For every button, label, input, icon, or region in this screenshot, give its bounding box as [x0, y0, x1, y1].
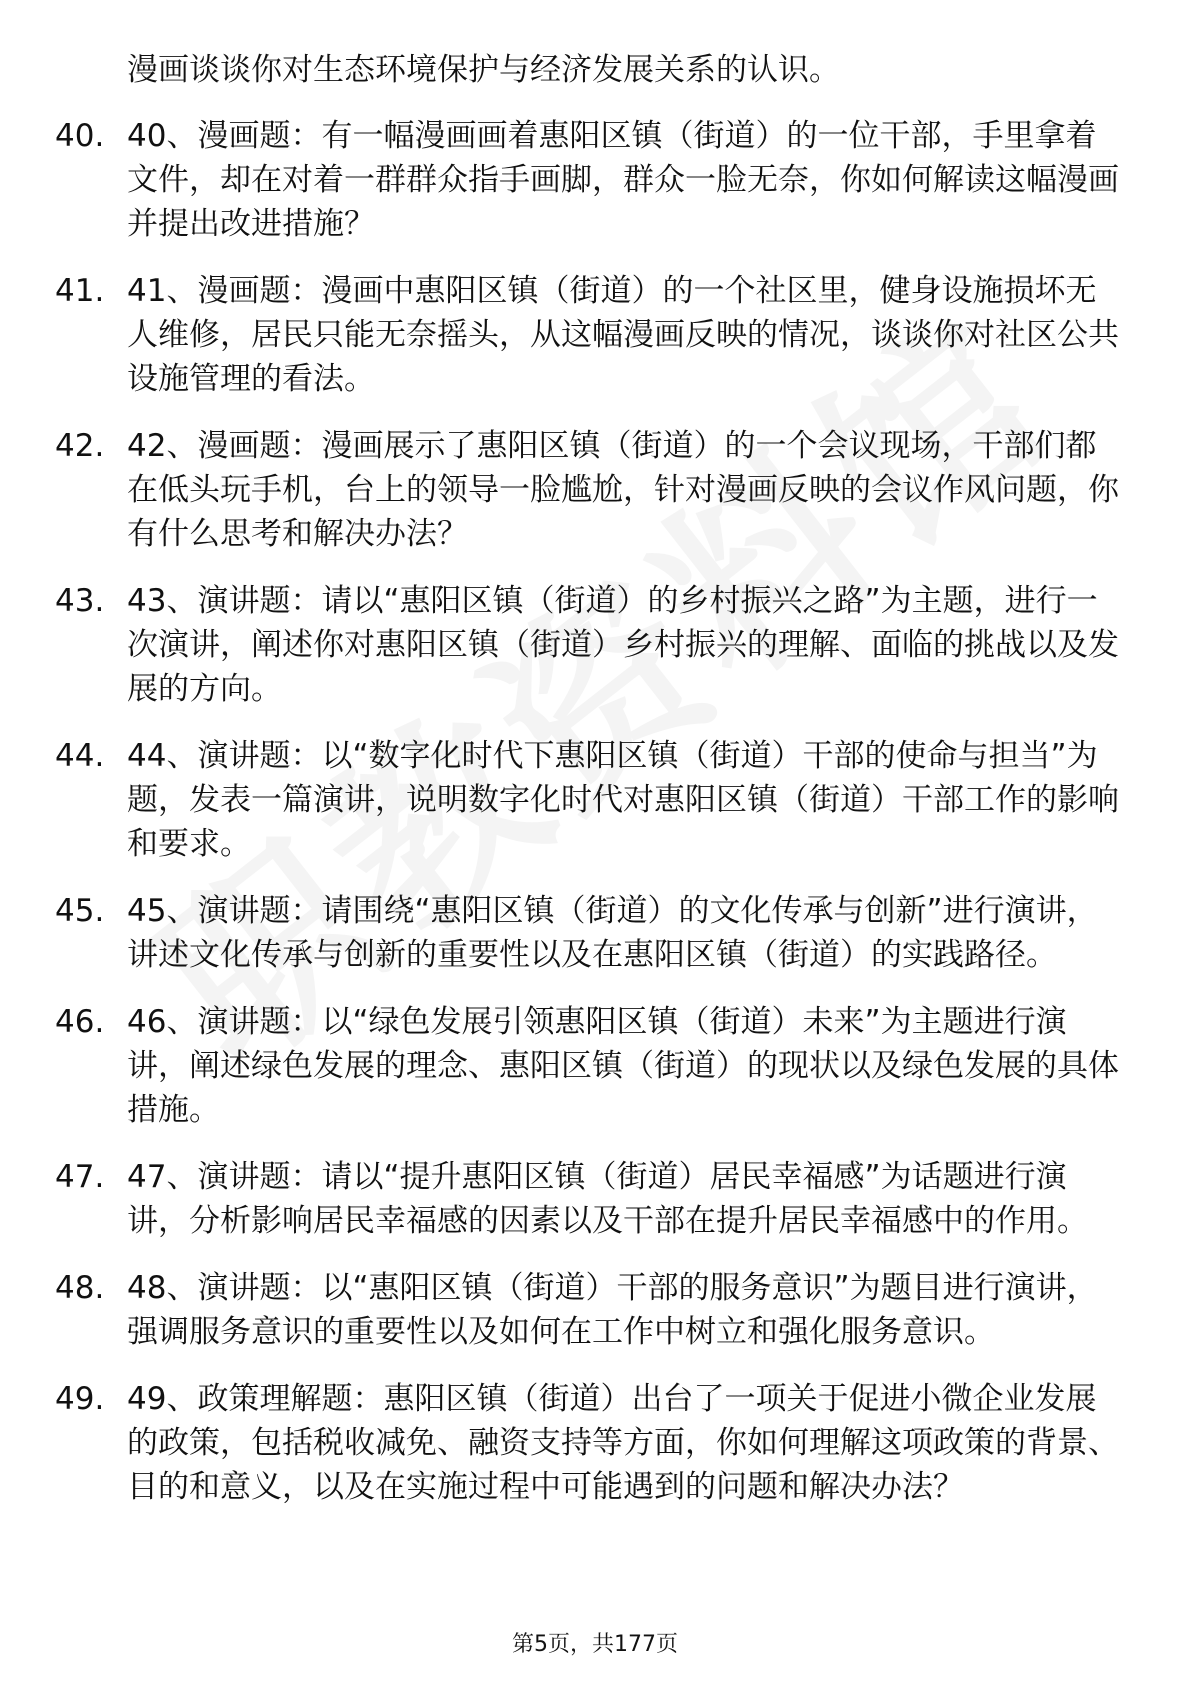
- question-number: 48.: [55, 1270, 105, 1306]
- question-number: 42.: [55, 428, 105, 464]
- question-text: 46、演讲题：以“绿色发展引领惠阳区镇（街道）未来”为主题进行演讲，阐述绿色发展的理念、惠阳区镇（街道）的现状以及绿色发展的具体措施。: [127, 1004, 1119, 1128]
- list-item: [0, 734, 1190, 866]
- question-number: 44.: [55, 738, 105, 774]
- list-item: [0, 424, 1190, 556]
- list-item: [0, 579, 1190, 711]
- question-number: 45.: [55, 893, 105, 929]
- question-number: 47.: [55, 1159, 105, 1195]
- page-footer: 第5页，共177页: [512, 1632, 678, 1657]
- question-text: 48、演讲题：以“惠阳区镇（街道）干部的服务意识”为题目进行演讲，强调服务意识的重要性以及如何在工作中树立和强化服务意识。: [127, 1270, 1098, 1350]
- question-list: [0, 114, 1190, 1532]
- list-item: [0, 1155, 1190, 1243]
- list-item: [0, 269, 1190, 401]
- question-number: 40.: [55, 118, 105, 154]
- list-item: [0, 889, 1190, 977]
- question-number: 46.: [55, 1004, 105, 1040]
- question-number: 49.: [55, 1381, 105, 1417]
- question-text: 47、演讲题：请以“提升惠阳区镇（街道）居民幸福感”为话题进行演讲，分析影响居民幸福感的因素以及干部在提升居民幸福感中的作用。: [127, 1159, 1088, 1239]
- list-item: [0, 1266, 1190, 1354]
- question-text: 43、演讲题：请以“惠阳区镇（街道）的乡村振兴之路”为主题，进行一次演讲，阐述你对惠阳区镇（街道）乡村振兴的理解、面临的挑战以及发展的方向。: [127, 583, 1119, 707]
- question-number: 41.: [55, 273, 105, 309]
- question-text: 49、政策理解题：惠阳区镇（街道）出台了一项关于促进小微企业发展的政策，包括税收减免、融资支持等方面，你如何理解这项政策的背景、目的和意义，以及在实施过程中可能遇到的问题和解决办法？: [127, 1381, 1119, 1505]
- question-text: 44、演讲题：以“数字化时代下惠阳区镇（街道）干部的使命与担当”为题，发表一篇演讲，说明数字化时代对惠阳区镇（街道）干部工作的影响和要求。: [127, 738, 1119, 862]
- list-item: [0, 1377, 1190, 1509]
- list-item: [0, 114, 1190, 246]
- lead-text: 漫画谈谈你对生态环境保护与经济发展关系的认识。: [127, 52, 840, 88]
- list-item: [0, 1000, 1190, 1132]
- question-text: 41、漫画题：漫画中惠阳区镇（街道）的一个社区里，健身设施损坏无人维修，居民只能无奈摇头，从这幅漫画反映的情况，谈谈你对社区公共设施管理的看法。: [127, 273, 1119, 397]
- question-number: 43.: [55, 583, 105, 619]
- question-text: 45、演讲题：请围绕“惠阳区镇（街道）的文化传承与创新”进行演讲，讲述文化传承与创新的重要性以及在惠阳区镇（街道）的实践路径。: [127, 893, 1098, 973]
- question-text: 40、漫画题：有一幅漫画画着惠阳区镇（街道）的一位干部，手里拿着文件，却在对着一群群众指手画脚，群众一脸无奈，你如何解读这幅漫画并提出改进措施？: [127, 118, 1119, 242]
- question-text: 42、漫画题：漫画展示了惠阳区镇（街道）的一个会议现场，干部们都在低头玩手机，台上的领导一脸尴尬，针对漫画反映的会议作风问题，你有什么思考和解决办法？: [127, 428, 1119, 552]
